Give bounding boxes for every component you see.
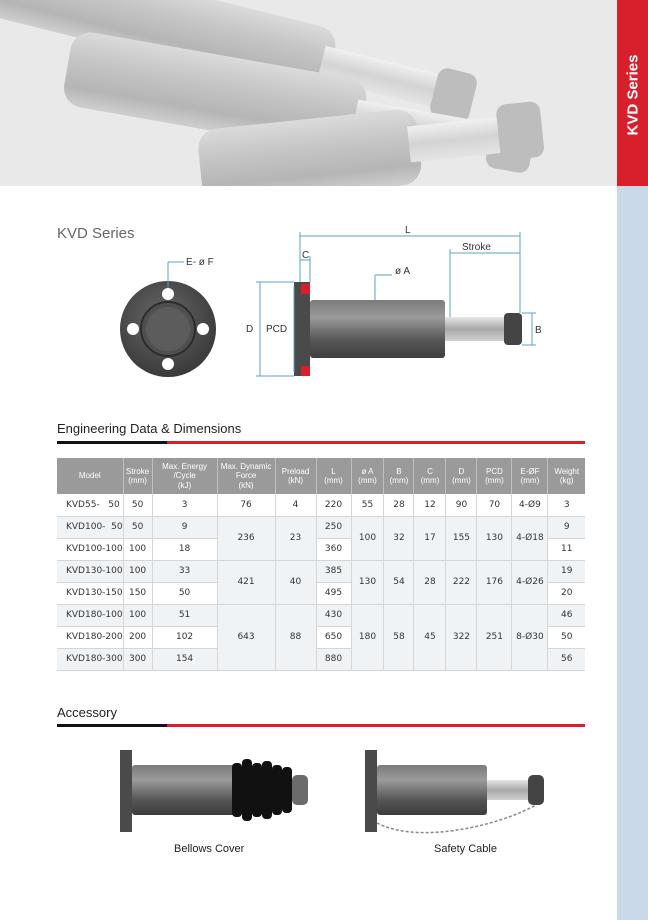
cell-stroke: 300 (123, 648, 152, 670)
ef-label: E- ø F (186, 257, 214, 268)
cell-c: 12 (414, 494, 446, 516)
accessory-caption: Safety Cable (434, 843, 497, 855)
header-product-photo (0, 0, 617, 186)
cell-b: 54 (384, 560, 414, 604)
cell-pcd: 130 (477, 516, 512, 560)
cell-model: KVD130-150 (57, 582, 123, 604)
cell-force: 76 (217, 494, 275, 516)
cell-d: 222 (446, 560, 477, 604)
col-header: Stroke (mm) (123, 458, 152, 494)
cell-a: 100 (351, 516, 384, 560)
accessory-caption: Bellows Cover (174, 843, 245, 855)
cell-model: KVD55- 50 (57, 494, 123, 516)
cell-weight: 11 (548, 538, 585, 560)
cell-l: 430 (316, 604, 351, 626)
series-title: KVD Series (57, 225, 135, 242)
cell-l: 880 (316, 648, 351, 670)
accessory-heading: Accessory (57, 705, 117, 720)
pcd-label: PCD (266, 324, 288, 335)
cell-energy: 51 (152, 604, 217, 626)
col-header: L (mm) (316, 458, 351, 494)
cell-l: 250 (316, 516, 351, 538)
c-label: C (302, 250, 310, 261)
cell-l: 650 (316, 626, 351, 648)
cell-model: KVD100- 50 (57, 516, 123, 538)
cell-a: 55 (351, 494, 384, 516)
cell-model: KVD180-100 (57, 604, 123, 626)
cell-l: 360 (316, 538, 351, 560)
cell-weight: 9 (548, 516, 585, 538)
cell-stroke: 150 (123, 582, 152, 604)
cell-energy: 154 (152, 648, 217, 670)
col-header: Weight (kg) (548, 458, 585, 494)
cell-model: KVD180-300 (57, 648, 123, 670)
cell-pcd: 70 (477, 494, 512, 516)
col-header: D (mm) (446, 458, 477, 494)
table-row (57, 494, 585, 516)
engineering-heading: Engineering Data & Dimensions (57, 421, 242, 436)
cell-pcd: 176 (477, 560, 512, 604)
cell-energy: 102 (152, 626, 217, 648)
cell-force: 643 (217, 604, 275, 670)
cell-c: 17 (414, 516, 446, 560)
cell-ef: 4-Ø18 (512, 516, 548, 560)
cell-energy: 33 (152, 560, 217, 582)
cell-preload: 40 (275, 560, 316, 604)
cell-pcd: 251 (477, 604, 512, 670)
cell-b: 58 (384, 604, 414, 670)
cell-energy: 9 (152, 516, 217, 538)
cell-model: KVD180-200 (57, 626, 123, 648)
cell-stroke: 50 (123, 494, 152, 516)
cell-a: 180 (351, 604, 384, 670)
side-tab-label: KVD Series (624, 54, 641, 136)
shock-absorber-photo (0, 0, 617, 186)
col-header: PCD (mm) (477, 458, 512, 494)
cell-l: 495 (316, 582, 351, 604)
l-label: L (405, 225, 411, 236)
col-header: Model (57, 458, 123, 494)
cell-preload: 4 (275, 494, 316, 516)
side-strip (617, 186, 648, 920)
oa-label: ø A (395, 266, 411, 277)
table-row (57, 560, 585, 582)
dimension-drawing (100, 220, 560, 390)
cell-weight: 50 (548, 626, 585, 648)
col-header: E-ØF (mm) (512, 458, 548, 494)
engineering-rule (57, 441, 585, 444)
col-header: Max. Energy /Cycle (kJ) (152, 458, 217, 494)
cell-d: 90 (446, 494, 477, 516)
cell-stroke: 100 (123, 538, 152, 560)
cell-force: 421 (217, 560, 275, 604)
cell-l: 385 (316, 560, 351, 582)
cell-preload: 88 (275, 604, 316, 670)
cell-weight: 19 (548, 560, 585, 582)
col-header: B (mm) (384, 458, 414, 494)
cell-model: KVD100-100 (57, 538, 123, 560)
cell-energy: 50 (152, 582, 217, 604)
cell-weight: 46 (548, 604, 585, 626)
cell-b: 32 (384, 516, 414, 560)
cell-stroke: 200 (123, 626, 152, 648)
engineering-table (57, 458, 585, 671)
cell-c: 28 (414, 560, 446, 604)
cell-force: 236 (217, 516, 275, 560)
cell-stroke: 50 (123, 516, 152, 538)
cell-a: 130 (351, 560, 384, 604)
cell-model: KVD130-100 (57, 560, 123, 582)
cell-ef: 4-Ø26 (512, 560, 548, 604)
cell-d: 155 (446, 516, 477, 560)
cell-ef: 8-Ø30 (512, 604, 548, 670)
cell-energy: 18 (152, 538, 217, 560)
cell-weight: 20 (548, 582, 585, 604)
table-header-row (57, 458, 585, 494)
stroke-label: Stroke (462, 242, 491, 253)
d-label: D (246, 324, 254, 335)
safety-cable-image (360, 745, 560, 840)
cell-b: 28 (384, 494, 414, 516)
accessory-rule (57, 724, 585, 727)
cell-l: 220 (316, 494, 351, 516)
table-row (57, 516, 585, 538)
b-label: B (535, 325, 542, 336)
cell-ef: 4-Ø9 (512, 494, 548, 516)
side-view (294, 282, 522, 376)
col-header: C (mm) (414, 458, 446, 494)
cell-d: 322 (446, 604, 477, 670)
cell-stroke: 100 (123, 604, 152, 626)
front-view (120, 262, 216, 377)
col-header: Max. Dynamic Force (kN) (217, 458, 275, 494)
col-header: Preload (kN) (275, 458, 316, 494)
cell-c: 45 (414, 604, 446, 670)
table-row (57, 604, 585, 626)
cell-preload: 23 (275, 516, 316, 560)
side-tab (617, 0, 648, 186)
cell-weight: 56 (548, 648, 585, 670)
bellows-cover-image (110, 745, 320, 840)
cell-stroke: 100 (123, 560, 152, 582)
cell-weight: 3 (548, 494, 585, 516)
cell-energy: 3 (152, 494, 217, 516)
col-header: ø A (mm) (351, 458, 384, 494)
